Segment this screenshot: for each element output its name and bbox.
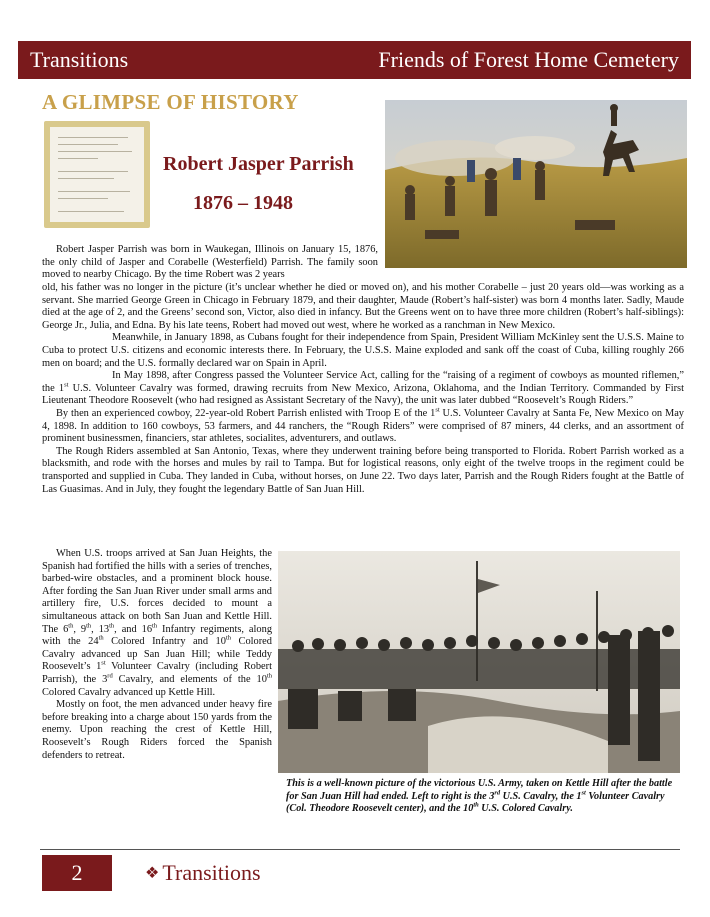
kettle-hill-photo — [278, 551, 680, 773]
paragraph-1b: old, his father was no longer in the picture (it’s unclear whether he died or moved on), and his mother Corabelle – just 20 years old—was working as a servant. She married George Green in Chicago in February 1879, and their daughter, Maude (Robert’s half-sister) was born 4 months later. Sadly, Maude died at the age of 2, and the Greens’ second son, Victor, also died in infancy. But the Greens went on to have three more children (Robert’s half-siblings): George Jr., Julia, and Edna. By his late teens, Robert had moved out west, where he worked as a ranchman in New Mexico. — [42, 282, 684, 331]
paragraph-4: By then an experienced cowboy, 22-year-old Robert Parrish enlisted with Troop E of the 1st U.S. Volunteer Cavalry at Santa Fe, New Mexico on May 4, 1898. In addition to 160 cowboys, 53 farmers, and 44 ranchers, the “Rough Riders” were comprised of 87 miners, 44 clerks, and an assortment of prominent businessmen, financiers, star athletes, socialites, adventurers, and outlaws. — [42, 406, 684, 445]
footer-divider — [40, 849, 680, 850]
footer-title — [145, 860, 261, 886]
section-heading: A GLIMPSE OF HISTORY — [42, 90, 299, 114]
battle-painting-image — [385, 100, 687, 268]
footer-title-text: Transitions — [162, 860, 261, 885]
paragraph-6: When U.S. troops arrived at San Juan Heights, the Spanish had fortified the hills with a series of trenches, barbed-wire obstacles, and a prominent block house. After fording the San Juan River under small arms and artillery fire, U.S. forces decided to mount a simultaneous attack on both San Juan and Kettle Hill. The 6th, 9th, 13th, and 16th Infantry regiments, along with the 24th Colored Infantry and 10th Colored Cavalry advanced up San Juan Hill; while Teddy Roosevelt’s 1st Volunteer Cavalry (including Robert Parrish), the 3rd Cavalry, and elements of the 10th Colored Cavalry advanced up Kettle Hill. — [42, 548, 273, 698]
paragraph-1a-text: Robert Jasper Parrish was born in Waukegan, Illinois on January 15, 1876, the only child of Jasper and Corabelle (Westerfield) Parrish. The family soon moved to nearby Chicago. By the time Robert was 2 years — [42, 244, 378, 281]
left-column-text — [42, 548, 272, 762]
header-left-title: Transitions — [30, 47, 129, 72]
paragraph-1a — [42, 244, 378, 282]
person-dates: 1876 – 1948 — [193, 192, 293, 214]
header-bar — [18, 41, 691, 79]
paragraph-5: The Rough Riders assembled at San Antonio, Texas, where they underwent training before being transported to Florida. Robert Parrish worked as a blacksmith, and rode with the horses and mules by rail to Tampa. But for logistical reasons, only eight of the twelve troops in the regiment could be transported and supplied in Cuba. They landed in Cuba, without horses, on June 22. Two days later, Parrish and the Rough Riders fought at the Battle of Las Guasimas. And in July, they fought the legendary Battle of San Juan Hill. — [42, 445, 684, 495]
document-photo — [44, 121, 150, 228]
person-name: Robert Jasper Parrish — [163, 153, 354, 175]
paragraph-7: Mostly on foot, the men advanced under heavy fire before breaking into a charge about 150 yards from the enemy. Upon reaching the crest of Kettle Hill, Roosevelt’s Rough Riders forced the Spanish defenders to retreat. — [42, 699, 272, 761]
page-number: 2 — [42, 855, 112, 891]
paragraph-2: Meanwhile, in January 1898, as Cubans fought for their independence from Spain, President William McKinley sent the U.S.S. Maine to Cuba to protect U.S. citizens and economic interests there. In February, the U.S.S. Maine exploded and sank off the coast of Cuba, killing roughly 266 men on board; and the U.S. formally declared war on Spain in April. — [42, 332, 684, 369]
paragraph-3: In May 1898, after Congress passed the Volunteer Service Act, calling for the “raising of a regiment of cowboys as mounted riflemen,” the 1st U.S. Volunteer Cavalry was formed, drawing recruits from New Mexico, Arizona, Oklahoma, and the Indian Territory. Commanded by First Lieutenant Theodore Roosevelt (who had resigned as Assistant Secretary of the Navy), the unit was later dubbed “Roosevelt’s Rough Riders.” — [42, 370, 684, 407]
diamond-ornament-icon: ❖ — [145, 865, 160, 882]
header-right-title: Friends of Forest Home Cemetery — [378, 47, 679, 72]
main-text-column — [42, 282, 684, 496]
photo-caption: This is a well-known picture of the victorious U.S. Army, taken on Kettle Hill after the battle for San Juan Hill had ended. Left to right is the 3rd U.S. Cavalry, the 1st Volunteer Cavalry (Col. Theodore Roosevelt center), and the 10th U.S. Colored Cavalry. — [286, 778, 673, 815]
